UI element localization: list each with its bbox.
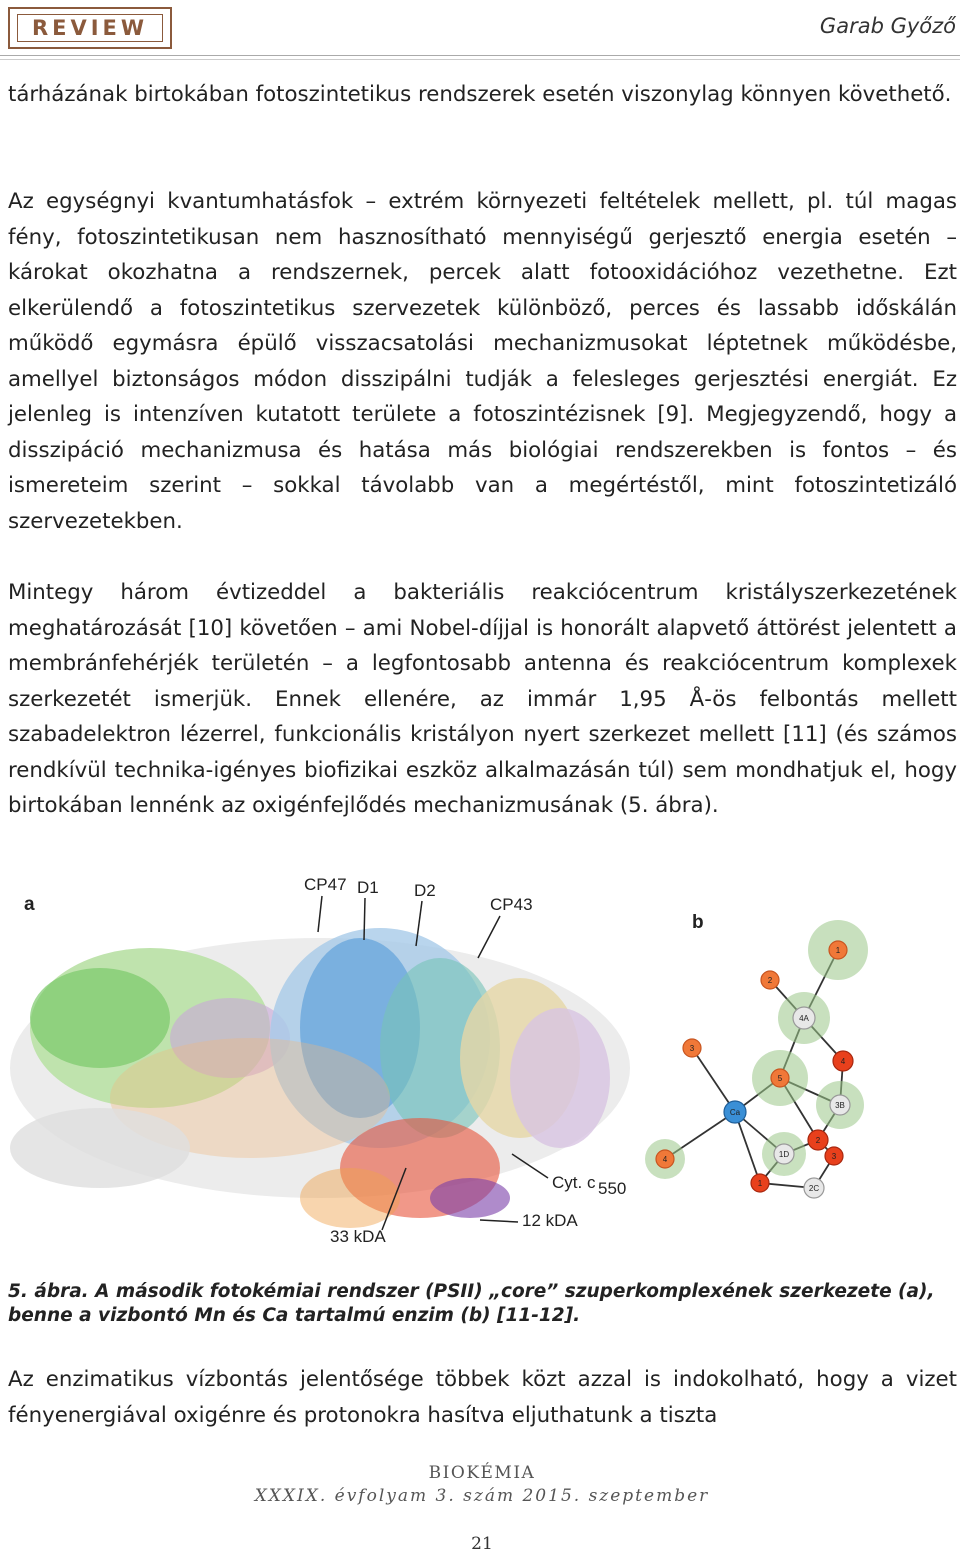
page-header [0, 0, 960, 60]
label-cp43: CP43 [490, 895, 533, 914]
paragraph-3: Mintegy három évtizeddel a bakteriális reakciócentrum kristályszerkezetének meghatározását [10] követően – ami Nobel-díjjal is honorált alapvető áttörést jelentett a membránfehérjék területén – a legfontosabb antenna és reakciócentrum komplexek szerkezetét ismerjük. Ennek ellenére, az immár 1,95 Å-ös felbontás mellett szabadelektron lézerrel, funkcionális kristályon nyert szerkezet mellett [11] (és számos rendkívül technika-igényes biofizikai eszköz alkalmazásán túl) sem mondhatjuk el, hogy birtokában lennénk az oxigénfejlődés mechanizmusának (5. ábra). [8, 580, 957, 818]
figure-5-illustration [0, 868, 960, 1252]
panel-b-cluster [645, 920, 868, 1198]
panel-a-letter: a [24, 894, 35, 915]
label-12kda: 12 kDA [522, 1211, 578, 1230]
atom-label-3b: 3B [835, 1101, 845, 1110]
label-d2: D2 [414, 881, 436, 900]
review-badge [8, 7, 172, 49]
atom-label-2b: 2 [815, 1136, 821, 1145]
atom-label-4b: 4 [662, 1155, 668, 1164]
figure-caption [8, 1280, 957, 1327]
label-d1: D1 [357, 878, 379, 897]
atom-label-2: 2 [767, 976, 773, 985]
footer-journal: BIOKÉMIA [428, 1463, 536, 1483]
review-label: REVIEW [17, 14, 163, 42]
header-divider-secondary [0, 59, 960, 60]
atom-label-1b: 1 [757, 1179, 763, 1188]
page-number: 21 [471, 1534, 493, 1554]
panel-b-letter: b [692, 912, 704, 933]
header-author: Garab Győző [819, 14, 956, 38]
panel-a-structure [10, 928, 630, 1228]
label-cyt-subscript: 550 [598, 1179, 627, 1198]
paragraph-2: Az egységnyi kvantumhatásfok – extrém környezeti feltételek mellett, pl. túl magas fény, fotoszintetikusan nem hasznosítható mennyiségű gerjesztő energia esetén – károkat okozhatna a rendszernek, percek alatt fotooxidációhoz vezethetne. Ezt elkerülendő a fotoszintetikus szervezetek különböző, perces és lassabb időskálán működő egymásra épülő visszacsatolási mechanizmusokat léptetnek működésbe, amellyel biztonságos módon disszipálni tudják a felesleges gerjesztési energiát. Ez jelenleg is intenzíven kutatott területe a fotoszintézisnek [9]. Megjegyzendő, hogy a disszipáció mechanizmusa és hatása más biológiai rendszerekben is fontos – és ismereteim szerint – sokkal távolabb van a megértéstől, mint fotoszintetizáló szervezetekben. [8, 189, 957, 534]
atom-label-ca: Ca [729, 1108, 741, 1117]
label-cyt: Cyt. c [552, 1173, 596, 1192]
label-33kda: 33 kDA [330, 1227, 386, 1246]
atom-label-2c: 2C [808, 1184, 820, 1193]
label-cp47: CP47 [304, 875, 347, 894]
atom-label-3c: 3 [831, 1152, 837, 1161]
header-divider [0, 55, 960, 56]
atom-label-4: 4 [840, 1057, 846, 1066]
footer-issue: XXXIX. évfolyam 3. szám 2015. szeptember [254, 1486, 710, 1506]
atom-label-1: 1 [835, 946, 841, 955]
figure-5 [0, 868, 960, 1252]
atom-label-1d: 1D [778, 1150, 790, 1159]
paragraph-1: tárházának birtokában fotoszintetikus rendszerek esetén viszonylag könnyen követhető. [8, 82, 952, 107]
paragraph-4: Az enzimatikus vízbontás jelentősége többek közt azzal is indokolható, hogy a vizet fényenergiával oxigénre és protonokra hasítva eljuthatunk a tiszta [8, 1367, 957, 1428]
caption-text: A második fotokémiai rendszer (PSII) „core” szuperkomplexének szerkezete (a), benne a vizbontó Mn és Ca tartalmú enzim (b) [11-12]. [8, 1281, 935, 1326]
caption-number: 5. ábra. [8, 1281, 89, 1302]
atom-label-5: 5 [777, 1074, 783, 1083]
atom-label-4a: 4A [799, 1014, 809, 1023]
atom-label-3: 3 [689, 1044, 695, 1053]
